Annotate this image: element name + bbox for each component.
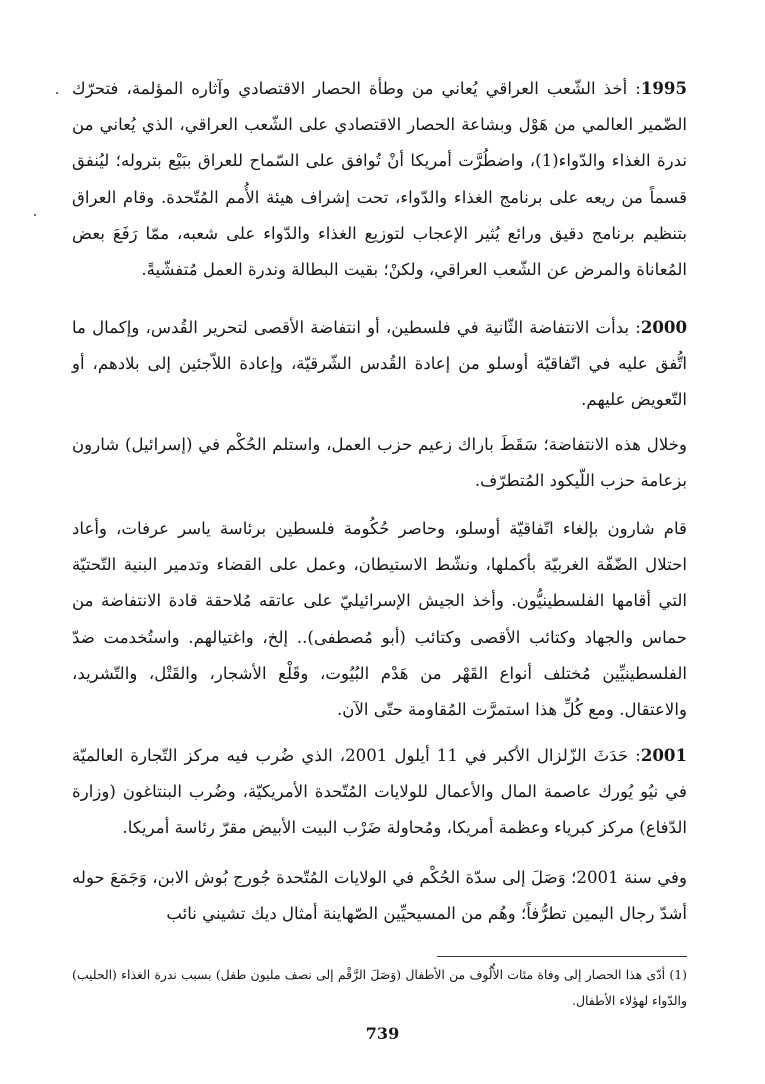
- paragraph-text: : حَدَثَ الزّلزال الأكبر في 11 أيلول 2001، الذي ضُرب فيه مركز التّجارة العالميّة في نيُو يُورك عاصمة المال والأعمال للولايات المُتّحدة الأمريكيّة، وضُرب البنتاغون (وزارة الدّفاع) مركز كبرياء وعظمة أمريكا، ومُحاولة ضَرْب البيت الأبيض مقرّ رئاسة أمريكا.: [72, 746, 687, 838]
- year-label: 1995: [640, 78, 687, 98]
- footnote-divider: [437, 956, 687, 957]
- paragraph-2001: [72, 737, 687, 847]
- year-label: 2001: [640, 745, 687, 765]
- paragraph-text: : أخذ الشّعب العراقي يُعاني من وطأة الحصار الاقتصادي وآثاره المؤلمة، فتحرّك الضّمير العالمي من هَوْل وبشاعة الحصار الاقتصادي على الشّعب العراقي، الذي يُعاني من ندرة الغذاء والدّواء(1)، واضطُرَّت أمريكا أنْ تُوافق على السّماح للعراق ببَيْع بتروله؛ ليُنفق قسماً من ريعه على برنامج الغذاء والدّواء، تحت إشراف هيئة الأُمم المُتّحدة. وقام العراق بتنظيم برنامج دقيق ورائع يُثير الإعجاب لتوزيع الغذاء والدّواء على شعبه، ممّا رَفَعَ بعض المُعاناة والمرض عن الشّعب العراقي، ولكنْ؛ بقيت البطالة وندرة العمل مُتفشّيةً.: [72, 79, 687, 280]
- paragraph-oslo-cancel: [72, 511, 687, 728]
- paragraph-text: : بدأت الانتفاضة الثّانية في فلسطين، أو انتفاضة الأقصى لتحرير القُدس، وإكمال ما اتُّفق عليه في اتّفاقيّة أوسلو من إعادة القُدس الشّرقيّة، وإعادة اللاّجئين إلى بلادهم، أو التّعويض عليهم.: [72, 318, 687, 410]
- scan-speck: [34, 214, 36, 216]
- paragraph-text: وخلال هذه الانتفاضة؛ سَقَطَ باراك زعيم حزب العمل، واستلم الحُكْم في (إسرائيل) شارون بزعامة حزب اللّيكود المُتطرّف.: [72, 435, 687, 491]
- page-number: 739: [365, 1024, 400, 1043]
- paragraph-bush: [72, 860, 687, 932]
- paragraph-text: قام شارون بإلغاء اتّفاقيّة أوسلو، وحاصر حُكُومة فلسطين برئاسة ياسر عرفات، وأعاد احتلال الضّفّة الغربيّة بأكملها، ونشّط الاستيطان، وعمل على القضاء وتدمير البنية التّحتيّة التي أقامها الفلسطينيُّون. وأخذ الجيش الإسرائيليّ على عاتقه مُلاحقة قادة الانتفاضة من حماس والجهاد وكتائب الأقصى وكتائب (أبو مُصطفى).. إلخ، واغتيالهم. واستُخدمت ضدّ الفلسطينيِّين مُختلف أنواع القَهْر من هَدْم البُيُوت، وقَلْع الأشجار، والقَتْل، والتّشريد، والاعتقال. ومع كُلِّ هذا استمرَّت المُقاومة حتّى الآن.: [72, 519, 687, 720]
- year-label: 2000: [640, 317, 687, 337]
- footnote: (1) أدّى هذا الحصار إلى وفاة مئات الأُلُوف من الأطفال (وَصَلَ الرَّقْم إلى نصف مليون طفل) بسبب ندرة الغذاء (الحليب) والدّواء لهؤلاء الأطفال.: [72, 967, 687, 1008]
- paragraph-text: وفي سنة 2001؛ وَصَلَ إلى سدّة الحُكْم في الولايات المُتّحدة جُورج بُوش الابن، وَجَمَعَ حوله أشدّ رجال اليمين تطرُّفاً؛ وهُم من المسيحيِّين الصّهاينة أمثال ديك تشيني نائب: [72, 868, 687, 924]
- scan-speck: [56, 92, 58, 94]
- paragraph-1995: [72, 70, 687, 288]
- paragraph-intifada-sharon: [72, 427, 687, 499]
- paragraph-2000: [72, 309, 687, 419]
